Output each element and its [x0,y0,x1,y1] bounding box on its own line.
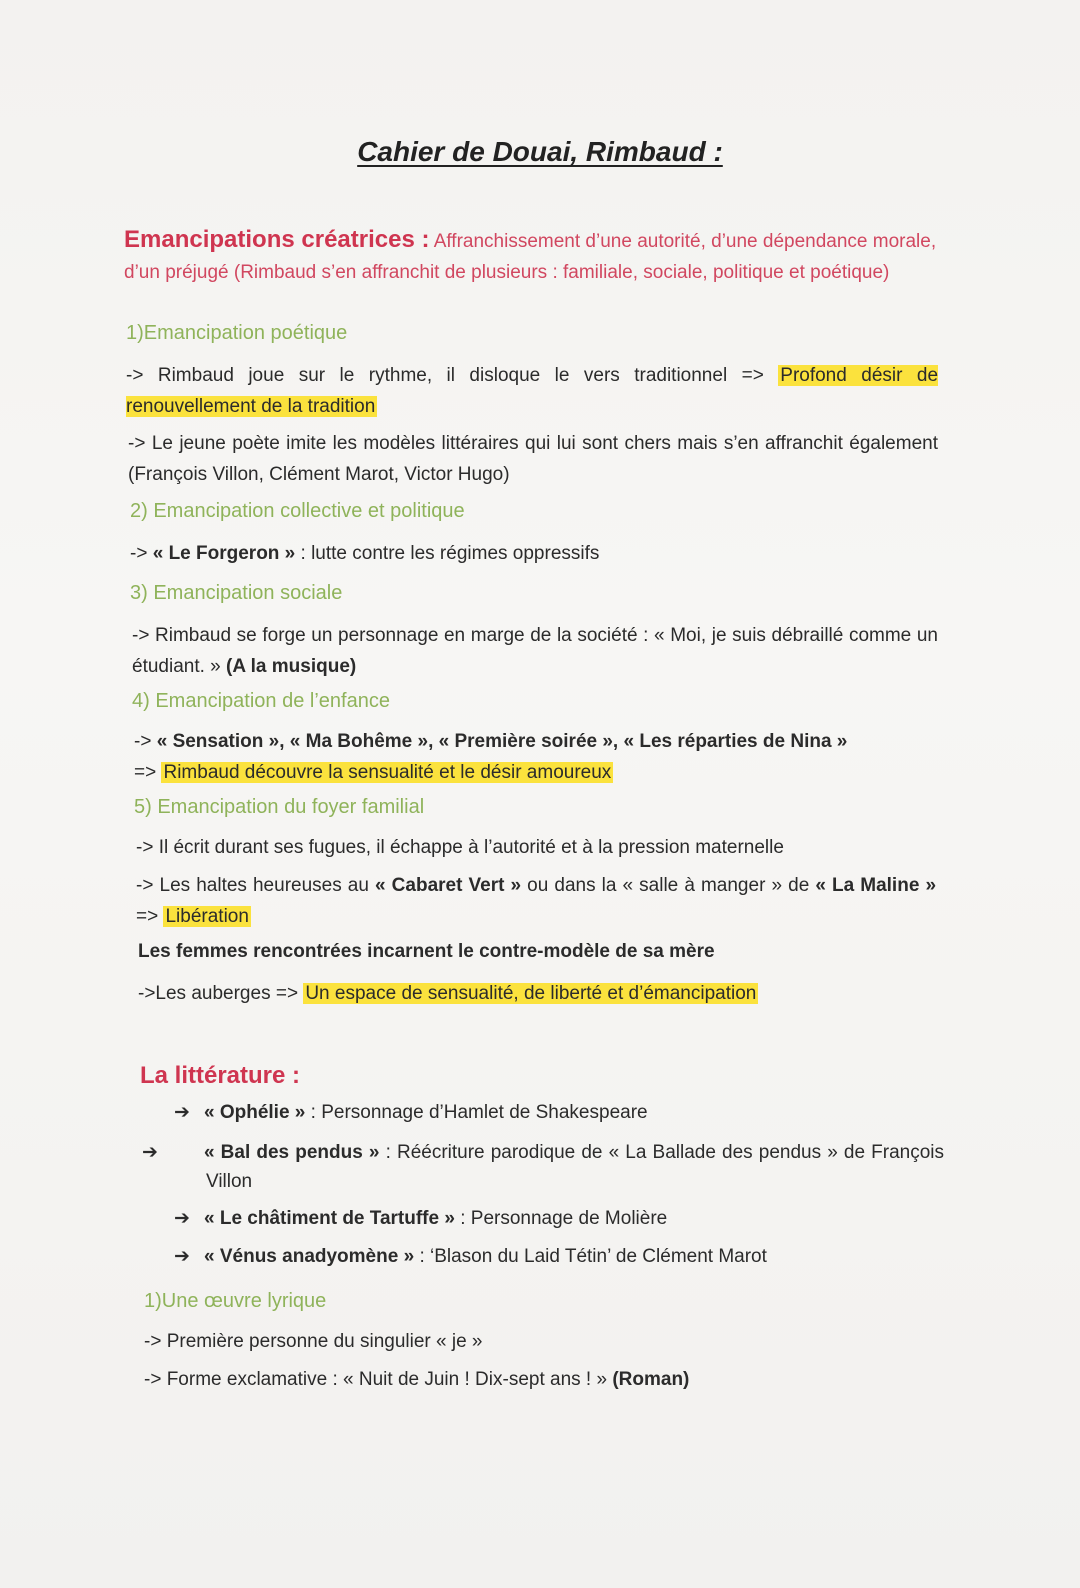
literature-item-title: « Vénus anadyomène » [204,1246,415,1267]
section-1-heading: 1)Emancipation poétique [126,322,348,344]
section-4-para-1 [134,726,940,788]
section-5-para-2 [136,870,936,932]
literature-item-title: « Le châtiment de Tartuffe » [204,1208,455,1229]
arrow-right-icon: ➔ [142,1142,158,1163]
section-5-para-1: -> Il écrit durant ses fugues, il échappe à l’autorité et à la pression maternelle [136,837,784,858]
section-2-text: : lutte contre les régimes oppressifs [300,543,600,564]
section-5-para-2-a: -> Les haltes heureuses au [136,875,369,896]
section-2-arrow: -> [130,543,148,564]
section-1-para-1-highlight: Profond désir de renouvellement de la tradition [126,365,939,417]
section-4-highlight: Rimbaud découvre la sensualité et le désir amoureux [163,762,612,783]
section-5-para-3: Les femmes rencontrées incarnent le contre-modèle de sa mère [138,941,715,962]
arrow-right-icon: ➔ [174,1208,190,1229]
section-1-para-1-text: -> Rimbaud joue sur le rythme, il disloque le vers traditionnel => [126,365,764,386]
literature-item-title: « Ophélie » [204,1102,306,1123]
lyric-para-1: -> Première personne du singulier « je » [144,1331,483,1352]
section-3-para-1 [132,620,938,682]
lyric-heading: 1)Une œuvre lyrique [144,1290,327,1312]
intro-text: Affranchissement d’une autorité, d’une dépendance morale, d’un préjugé (Rimbaud s’en affranchit de plusieurs : familiale, sociale, politique et poétique) [124,231,937,283]
arrow-right-icon: ➔ [174,1246,190,1267]
section-5-para-4 [138,978,938,1009]
section-5-cabaret: « Cabaret Vert » [375,875,522,896]
section-4-heading: 4) Emancipation de l’enfance [132,690,390,712]
section-5-para-4-highlight: Un espace de sensualité, de liberté et d’émancipation [305,983,757,1004]
literature-item [174,1098,944,1127]
intro-lead: Emancipations créatrices : [124,226,430,253]
literature-item-text: : Personnage de Molière [460,1208,668,1229]
section-4-works: « Sensation », « Ma Bohême », « Première soirée », « Les réparties de Nina » [156,731,848,752]
section-5-liberation: Libération [165,906,249,927]
lyric-para-2-source: (Roman) [612,1369,690,1390]
section-2-para-1 [130,538,930,569]
intro-paragraph [124,224,944,288]
section-4-arrow-2: => [134,762,157,783]
lyric-para-2-text: -> Forme exclamative : « Nuit de Juin ! Dix-sept ans ! » [144,1369,608,1390]
page-title: Cahier de Douai, Rimbaud : [357,136,723,167]
literature-item [174,1242,944,1271]
section-1-para-2: -> Le jeune poète imite les modèles littéraires qui lui sont chers mais s’en affranchit également (François Villon, Clément Marot, Victor Hugo) [128,433,938,485]
section-2-heading: 2) Emancipation collective et politique [130,500,465,522]
section-3-heading: 3) Emancipation sociale [130,582,343,604]
section-5-maline: « La Maline » [815,875,937,896]
section-2-work-title: « Le Forgeron » [152,543,296,564]
literature-item [174,1204,944,1233]
section-4-arrow: -> [134,731,152,752]
section-5-para-2-c: ou dans la « salle à manger » de [527,875,810,896]
section-5-para-2-e: => [136,906,159,927]
literature-item-text: : ‘Blason du Laid Tétin’ de Clément Marot [419,1246,767,1267]
literature-heading: La littérature : [140,1062,301,1089]
arrow-right-icon: ➔ [174,1102,190,1123]
lyric-para-2 [144,1364,934,1395]
section-5-para-4-text: ->Les auberges => [138,983,299,1004]
literature-item-text: : Personnage d’Hamlet de Shakespeare [310,1102,648,1123]
section-1-para-1 [126,360,938,422]
literature-item-text: : Réécriture parodique de « La Ballade des pendus » de François Villon [206,1142,944,1192]
literature-item-title: « Bal des pendus » [204,1142,380,1163]
section-3-text: -> Rimbaud se forge un personnage en marge de la société : « Moi, je suis débraillé comme un étudiant. » [132,625,938,677]
section-5-heading: 5) Emancipation du foyer familial [134,796,425,818]
section-3-source: (A la musique) [226,656,357,677]
literature-item [142,1138,944,1196]
